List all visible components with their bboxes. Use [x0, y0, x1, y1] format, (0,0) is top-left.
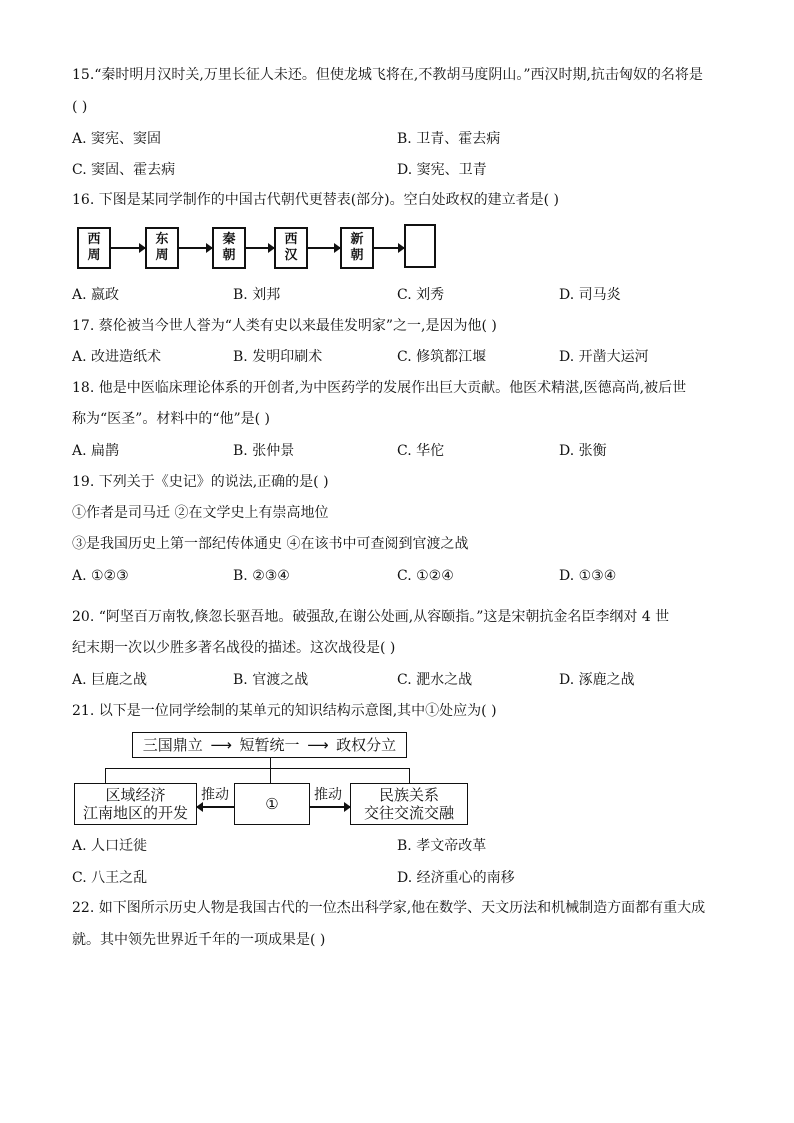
push-arrow-left — [197, 806, 234, 808]
q21-option-c: C. 八王之乱 — [72, 870, 148, 886]
q15-option-d: D. 窦宪、卫青 — [397, 162, 487, 178]
q21-option-b: B. 孝文帝改革 — [397, 838, 487, 854]
top-label-zhengquan: 政权分立 — [336, 736, 397, 754]
q18-option-b: B. 张仲景 — [233, 443, 295, 459]
dynasty-box-blank — [404, 224, 436, 268]
top-label-sanguo: 三国鼎立 — [142, 736, 203, 754]
dynasty-box-dongzhou: 东周 — [145, 227, 179, 269]
dynasty-box-xin: 新朝 — [340, 227, 374, 269]
q20-option-d: D. 涿鹿之战 — [559, 672, 635, 688]
diagram-right-box: 民族关系 交往交流交融 — [350, 783, 468, 825]
top-arrow-1: ⟶ — [210, 736, 232, 754]
q19-option-c: C. ①②④ — [397, 568, 454, 584]
q20-stem-line2: 纪末期一次以少胜多著名战役的描述。这次战役是( ) — [72, 640, 396, 656]
dynasty-arrow-1 — [111, 247, 145, 249]
q21-option-a: A. 人口迁徙 — [72, 838, 148, 854]
q19-statement-1-2: ①作者是司马迁 ②在文学史上有崇高地位 — [72, 505, 329, 521]
q22-stem-line2: 就。其中领先世界近千年的一项成果是( ) — [72, 932, 326, 948]
q15-option-a: A. 窦宪、窦固 — [72, 131, 162, 147]
dynasty-arrow-2 — [179, 247, 212, 249]
q18-stem-line2: 称为“医圣”。材料中的“他”是( ) — [72, 411, 271, 427]
diagram-left-box: 区域经济 江南地区的开发 — [74, 783, 197, 825]
connector-horizontal — [105, 768, 409, 769]
diagram-top-box — [132, 732, 407, 758]
q20-option-c: C. 淝水之战 — [397, 672, 473, 688]
q19-option-a: A. ①②③ — [72, 568, 129, 584]
q17-option-d: D. 开凿大运河 — [559, 349, 649, 365]
q19-stem: 19. 下列关于《史记》的说法,正确的是( ) — [72, 474, 329, 490]
dynasty-box-qin: 秦朝 — [212, 227, 246, 269]
q20-option-a: A. 巨鹿之战 — [72, 672, 148, 688]
q18-stem-line1: 18. 他是中医临床理论体系的开创者,为中医药学的发展作出巨大贡献。他医术精湛,医德高尚,被后世 — [72, 380, 687, 396]
dynasty-arrow-5 — [374, 247, 404, 249]
connector-top-center — [270, 758, 271, 768]
q16-option-d: D. 司马炎 — [559, 287, 621, 303]
push-arrow-right — [310, 806, 350, 808]
q19-option-b: B. ②③④ — [233, 568, 290, 584]
q16-option-b: B. 刘邦 — [233, 287, 281, 303]
dynasty-arrow-4 — [308, 247, 340, 249]
top-arrow-2: ⟶ — [307, 736, 329, 754]
connector-right — [409, 768, 410, 783]
q22-stem-line1: 22. 如下图所示历史人物是我国古代的一位杰出科学家,他在数学、天文历法和机械制造方面都有重大成 — [72, 900, 706, 916]
q21-option-d: D. 经济重心的南移 — [397, 870, 515, 886]
q17-option-a: A. 改进造纸术 — [72, 349, 162, 365]
q15-option-c: C. 窦固、霍去病 — [72, 162, 176, 178]
q21-stem: 21. 以下是一位同学绘制的某单元的知识结构示意图,其中①处应为( ) — [72, 703, 497, 719]
q19-statement-3-4: ③是我国历史上第一部纪传体通史 ④在该书中可查阅到官渡之战 — [72, 536, 469, 552]
q18-option-a: A. 扁鹊 — [72, 443, 120, 459]
q16-option-c: C. 刘秀 — [397, 287, 445, 303]
q20-stem-line1: 20. “阿坚百万南牧,倏忽长驱吾地。破强敌,在谢公处画,从容颐指。”这是宋朝抗金名臣李纲对 4 世 — [72, 609, 670, 625]
q17-option-b: B. 发明印刷术 — [233, 349, 323, 365]
q19-option-d: D. ①③④ — [559, 568, 617, 584]
q15-stem-line1: 15.“秦时明月汉时关,万里长征人未还。但使龙城飞将在,不教胡马度阴山。”西汉时期,抗击匈奴的名将是 — [72, 67, 703, 83]
q15-stem-line2: ( ) — [72, 99, 88, 115]
connector-left — [105, 768, 106, 783]
dynasty-box-xizhou: 西周 — [77, 227, 111, 269]
connector-center — [270, 768, 271, 783]
top-label-duanzan: 短暂统一 — [239, 736, 300, 754]
q17-option-c: C. 修筑都江堰 — [397, 349, 487, 365]
q16-option-a: A. 嬴政 — [72, 287, 120, 303]
dynasty-arrow-3 — [246, 247, 274, 249]
q20-option-b: B. 官渡之战 — [233, 672, 309, 688]
q18-option-c: C. 华佗 — [397, 443, 445, 459]
q16-stem: 16. 下图是某同学制作的中国古代朝代更替表(部分)。空白处政权的建立者是( ) — [72, 192, 560, 208]
q15-option-b: B. 卫青、霍去病 — [397, 131, 501, 147]
diagram-center-box: ① — [234, 783, 310, 825]
q18-option-d: D. 张衡 — [559, 443, 607, 459]
push-label-right: 推动 — [314, 787, 342, 803]
q17-stem: 17. 蔡伦被当今世人誉为“人类有史以来最佳发明家”之一,是因为他( ) — [72, 318, 497, 334]
dynasty-box-xihan: 西汉 — [274, 227, 308, 269]
push-label-left: 推动 — [201, 787, 229, 803]
